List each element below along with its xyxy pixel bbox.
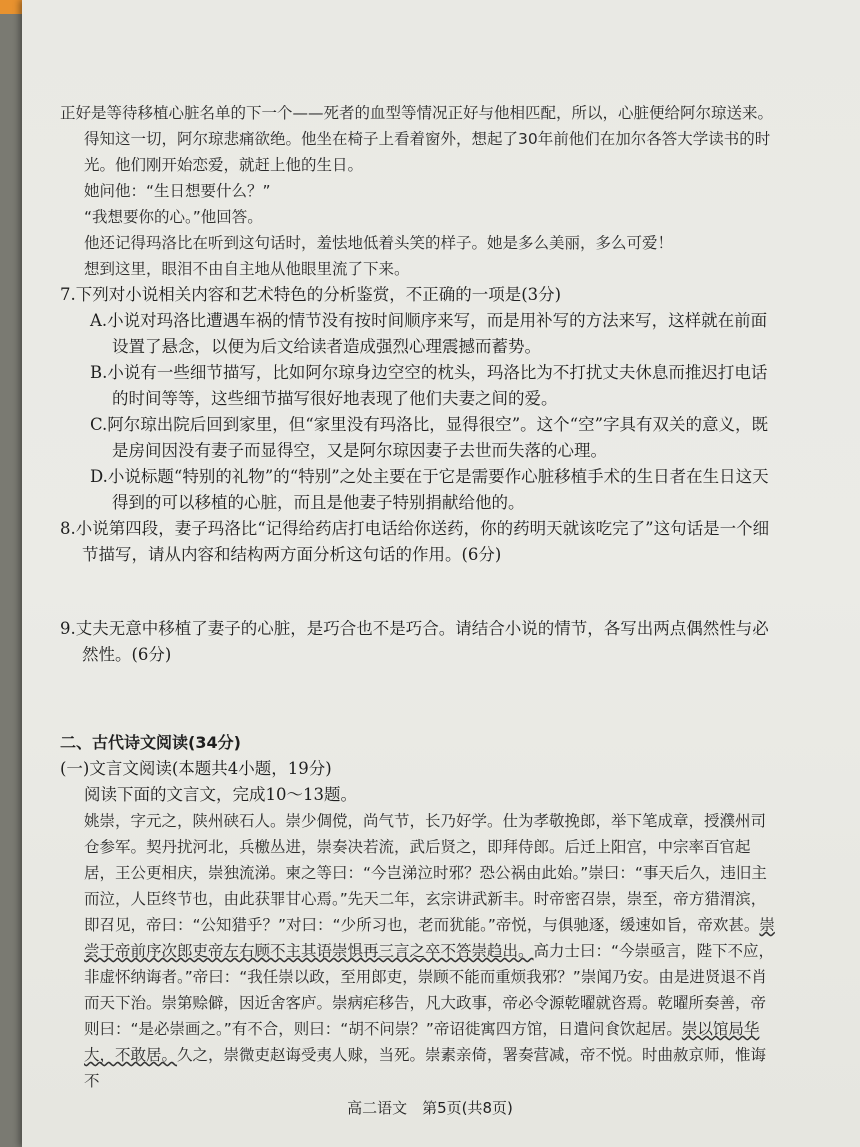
question-8: 8.小说第四段，妻子玛洛比“记得给药店打电话给你送药，你的药明天就该吃完了”这句话是一个细节描写，请从内容和结构两方面分析这句话的作用。(6分) (60, 519, 770, 564)
story-paragraph: 她问他：“生日想要什么？” (84, 182, 271, 200)
story-paragraph: 他还记得玛洛比在听到这句话时，羞怯地低着头笑的样子。她是多么美丽，多么可爱！ (84, 234, 674, 252)
page-footer: 高二语文 第5页(共8页) (347, 1099, 513, 1117)
classical-text-part: 高力士曰：“今崇亟言，陛下不应，非虚怀纳诲者。”帝曰：“我任崇以政，至用郎吏，崇顾不能而重烦我邪？”崇闻乃安。由是进贤退不肖而天下治。崇第赊僻，因近舍客庐。崇病疟移告，凡大政事，帝必令源乾曜就咨焉。乾曜所奏善，帝则曰：“是必崇画之。”有不合，则曰：“胡不问崇？”帝诏徙寓四方馆，日遣问食饮起居。 (84, 942, 775, 1038)
section-title: 二、古代诗文阅读(34分) (60, 733, 241, 752)
reading-instruction: 阅读下面的文言文，完成10～13题。 (84, 785, 357, 804)
question-7-option-c: C.阿尔琼出院后回到家里，但“家里没有玛洛比，显得很空”。这个“空”字具有双关的意义，既是房间因没有妻子而显得空，又是阿尔琼因妻子去世而失落的心理。 (90, 415, 769, 460)
answer-space (60, 568, 780, 616)
underlined-sentence: 崇尝于帝前序次郎吏帝左右顾不主其语崇惧再三言之卒不答崇趋出。 (84, 916, 775, 960)
question-9: 9.丈夫无意中移植了妻子的心脏，是巧合也不是巧合。请结合小说的情节，各写出两点偶然性与必然性。(6分) (60, 619, 769, 664)
story-paragraph: “我想要你的心。”他回答。 (84, 208, 263, 226)
question-7-option-b: B.小说有一些细节描写，比如阿尔琼身边空空的枕头，玛洛比为不打扰丈夫休息而推迟打电话的时间等等，这些细节描写很好地表现了他们夫妻之间的爱。 (90, 363, 768, 408)
question-7-stem: 7.下列对小说相关内容和艺术特色的分析鉴赏，不正确的一项是(3分) (60, 285, 562, 304)
story-paragraph: 得知这一切，阿尔琼悲痛欲绝。他坐在椅子上看着窗外，想起了30年前他们在加尔各答大学读书的时光。他们刚开始恋爱，就赶上他的生日。 (84, 130, 771, 174)
classical-text (60, 808, 780, 1094)
classical-text-part: 久之，崇微吏赵诲受夷人赇，当死。崇素亲倚，署奏营减，帝不悦。时曲赦京师，惟诲不 (84, 1046, 767, 1090)
question-7-option-a: A.小说对玛洛比遭遇车祸的情节没有按时间顺序来写，而是用补写的方法来写，这样就在前面设置了悬念，以便为后文给读者造成强烈心理震撼而蓄势。 (90, 311, 768, 356)
subsection-title: (一)文言文阅读(本题共4小题，19分) (60, 759, 332, 778)
classical-text-part: 姚崇，字元之，陕州硖石人。崇少倜傥，尚气节，长乃好学。仕为孝敬挽郎，举下笔成章，授濮州司仓参军。契丹扰河北，兵檄丛进，崇奏决若流，武后贤之，即拜侍郎。后迁上阳宫，中宗率百官起居，王公更相庆，崇独流涕。柬之等曰：“今岂涕泣时邪？恐公祸由此始。”崇曰：“事天后久，违旧主而泣，人臣终节也，由此获罪甘心焉。”先天二年，玄宗讲武新丰。时帝密召崇，崇至，帝方猎渭滨，即召见，帝曰：“公知猎乎？”对曰：“少所习也，老而犹能。”帝悦，与俱驰逐，缓速如旨，帝欢甚。 (84, 812, 767, 934)
story-paragraph: 正好是等待移植心脏名单的下一个——死者的血型等情况正好与他相匹配，所以，心脏便给阿尔琼送来。 (60, 104, 774, 122)
underlined-sentence: 崇以馆局华大，不敢居。 (84, 1020, 760, 1064)
question-7-option-d: D.小说标题“特别的礼物”的“特别”之处主要在于它是需要作心脏移植手术的生日者在生日这天得到的可以移植的心脏，而且是他妻子特别捐献给他的。 (90, 467, 769, 512)
page-content (60, 100, 780, 1094)
story-paragraph: 想到这里，眼泪不由自主地从他眼里流了下来。 (84, 260, 410, 278)
answer-space (60, 668, 780, 730)
